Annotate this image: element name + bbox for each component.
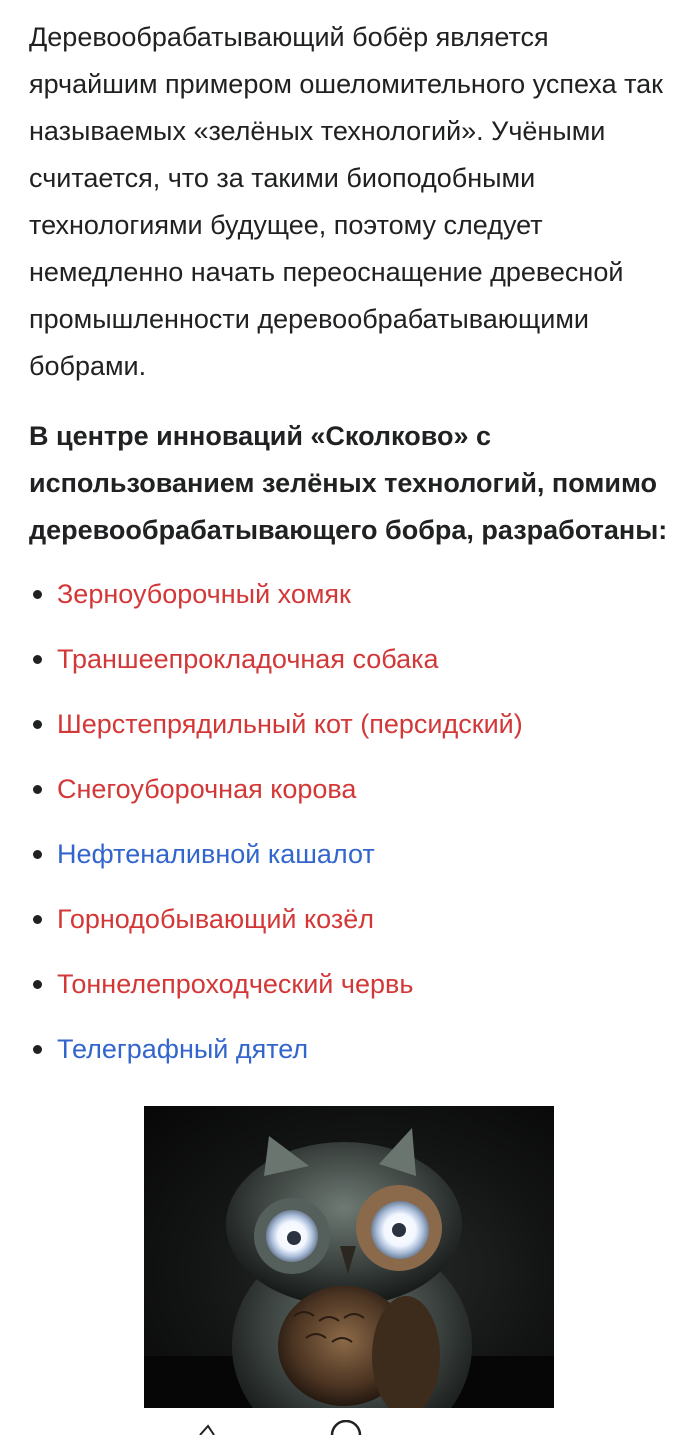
invention-link[interactable]: Шерстепрядильный кот (персидский)	[57, 709, 523, 739]
bullet-icon	[33, 980, 42, 989]
list-item	[29, 1031, 679, 1067]
owl-photo[interactable]	[144, 1106, 554, 1408]
bullet-icon	[33, 1045, 42, 1054]
invention-link[interactable]: Нефтеналивной кашалот	[57, 839, 375, 869]
invention-link[interactable]: Траншеепрокладочная собака	[57, 644, 439, 674]
invention-link[interactable]: Телеграфный дятел	[57, 1034, 309, 1064]
owl-figurine-icon	[144, 1106, 554, 1408]
bullet-icon	[33, 590, 42, 599]
cut-off-controls	[0, 1420, 700, 1435]
bullet-icon	[33, 720, 42, 729]
invention-link[interactable]: Горнодобывающий козёл	[57, 904, 374, 934]
section-heading: В центре инноваций «Сколково» с использованием зелёных технологий, помимо деревообрабатывающего бобра, разработаны:	[29, 421, 668, 545]
list-item	[29, 836, 679, 872]
inventions-list	[29, 576, 679, 1067]
intro-paragraph: Деревообрабатывающий бобёр является ярчайшим примером ошеломительного успеха так называемых «зелёных технологий». Учёными считается, что за такими биоподобными технологиями будущее, поэтому следует немедленно начать переоснащение древесной промышленности деревообрабатывающими бобрами.	[29, 22, 663, 381]
bullet-icon	[33, 655, 42, 664]
article-content	[29, 14, 679, 1096]
invention-link[interactable]: Зерноуборочный хомяк	[57, 579, 351, 609]
bullet-icon	[33, 915, 42, 924]
list-item	[29, 576, 679, 612]
invention-link[interactable]: Снегоуборочная корова	[57, 774, 357, 804]
partial-icons	[0, 1420, 700, 1435]
list-item	[29, 641, 679, 677]
invention-link[interactable]: Тоннелепроходческий червь	[57, 969, 414, 999]
list-item	[29, 771, 679, 807]
bullet-icon	[33, 850, 42, 859]
list-item	[29, 706, 679, 742]
list-item	[29, 901, 679, 937]
list-item	[29, 966, 679, 1002]
bullet-icon	[33, 785, 42, 794]
